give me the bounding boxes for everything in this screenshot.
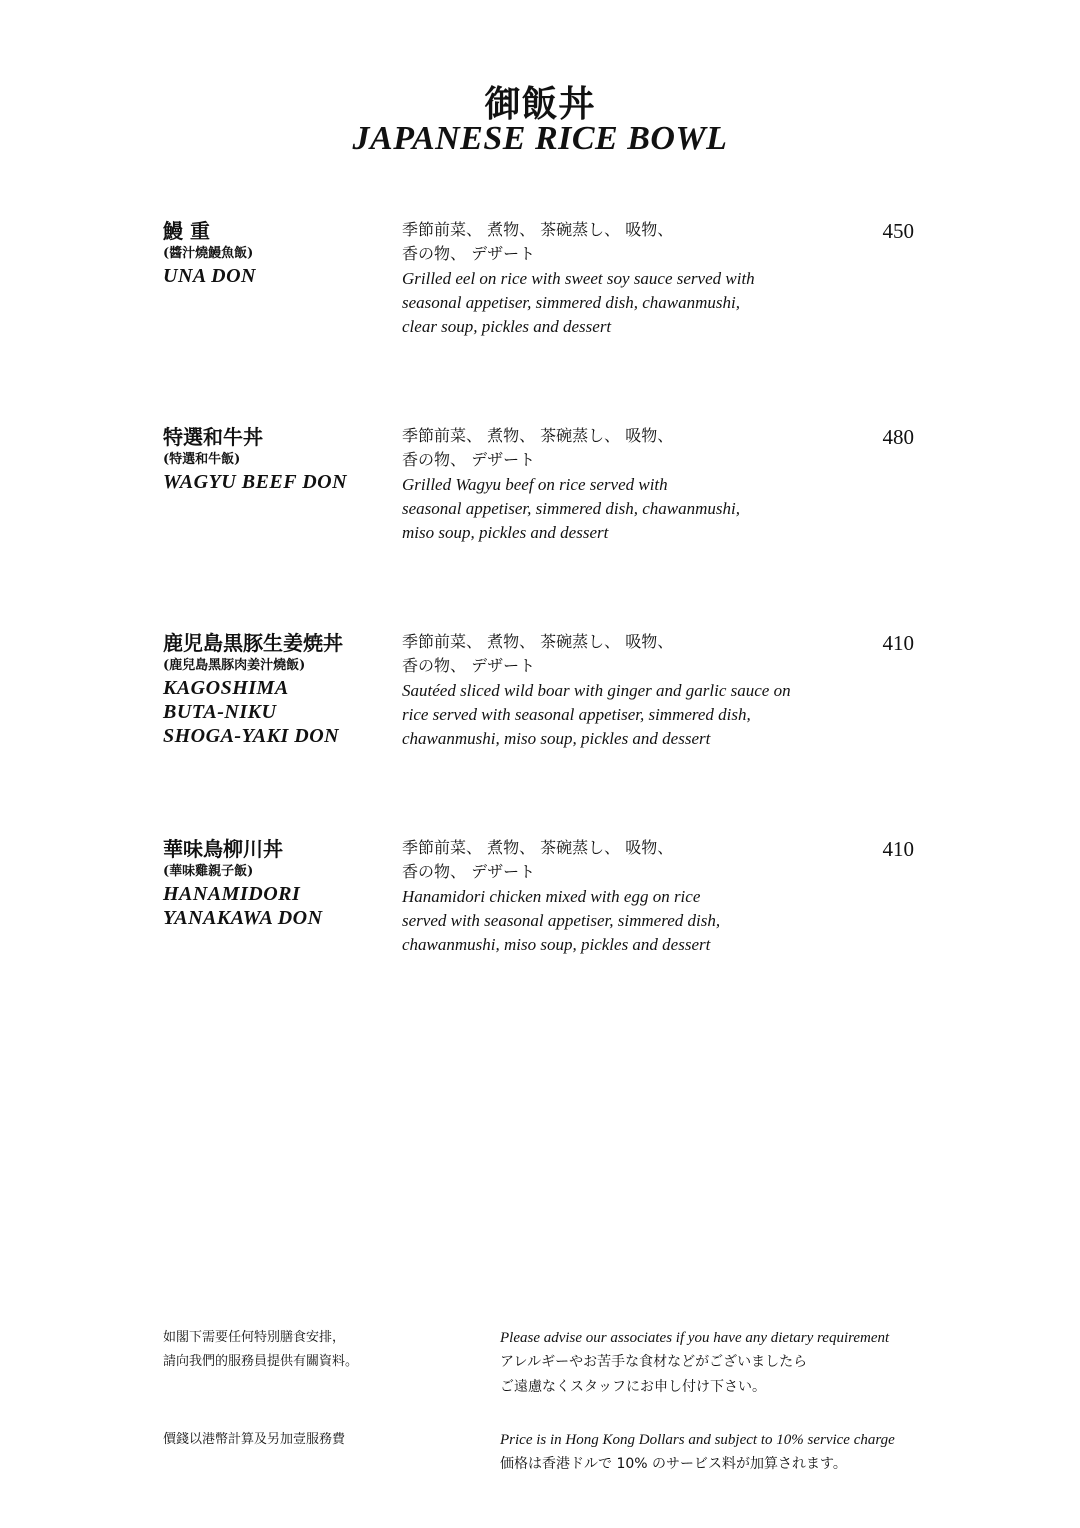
desc-line: Hanamidori chicken mixed with egg on rice [402,887,701,906]
dish-price: 410 [882,837,914,861]
dish-name-en-line: UNA DON [163,265,256,287]
desc-line: Grilled Wagyu beef on rice served with [402,475,668,494]
dish-description-block [402,424,842,545]
dish-name-en-line: WAGYU BEEF DON [163,471,348,493]
dish-description-block [402,836,842,957]
dish-name-block [163,836,393,930]
dish-jp-line: 香の物、 デザート [402,450,536,469]
dish-jp-line: 季節前菜、 煮物、 茶碗蒸し、 吸物、 [402,426,674,445]
dish-name-cn-sub: (醬汁燒鰻魚飯) [163,246,254,261]
dish-name-en [163,676,393,748]
price-note-jp: 価格は香港ドルで 10% のサービス料が加算されます。 [500,1456,847,1472]
dish-jp-line: 香の物、 デザート [402,244,536,263]
desc-line: chawanmushi, miso soup, pickles and dessert [402,935,711,954]
dietary-note-cn [163,1326,463,1374]
dietary-note [500,1326,940,1400]
price-note-en: Price is in Hong Kong Dollars and subject to 10% service charge [500,1432,895,1448]
dish-jp-line: 季節前菜、 煮物、 茶碗蒸し、 吸物、 [402,632,674,651]
dish-name-en [163,264,393,288]
desc-line: served with seasonal appetiser, simmered dish, [402,911,721,930]
dish-name-cn-sub: (華味雞親子飯) [163,864,254,879]
dietary-note-cn-line: 如閣下需要任何特別膳食安排， [163,1330,346,1345]
dish-name-en [163,470,393,494]
dish-name-block [163,218,393,288]
dish-description-block [402,630,842,751]
desc-line: chawanmushi, miso soup, pickles and dessert [402,729,711,748]
dietary-note-cn-line: 請向我們的服務員提供有關資料。 [163,1354,359,1369]
dish-jp-line: 香の物、 デザート [402,862,536,881]
dish-name-en-line: YANAKAWA DON [163,907,323,929]
price-note-cn-line: 價錢以港幣計算及另加壹服務費 [163,1432,346,1447]
page-title-cn: 御飯丼 [484,83,596,125]
dish-description-en [402,473,842,545]
price-note [500,1428,940,1477]
dish-name-en-line: BUTA-NIKU [163,701,277,723]
dish-price: 410 [882,631,914,655]
desc-line: Sautéed sliced wild boar with ginger and garlic sauce on [402,681,791,700]
dish-description-en [402,885,842,957]
dietary-note-jp-line: アレルギーやお苦手な食材などがございましたら [500,1354,808,1370]
dish-description-en [402,267,842,339]
dish-jp-line: 季節前菜、 煮物、 茶碗蒸し、 吸物、 [402,220,674,239]
dish-name-cn: 鹿児島黒豚生姜焼丼 [163,631,343,655]
dietary-note-en: Please advise our associates if you have any dietary requirement [500,1330,890,1346]
page-title-en: JAPANESE RICE BOWL [352,120,728,157]
dish-name-cn-sub: (特選和牛飯) [163,452,241,467]
dish-name-block [163,630,393,748]
dietary-note-jp-line: ご遠慮なくスタッフにお申し付け下さい。 [500,1379,766,1395]
desc-line: clear soup, pickles and dessert [402,317,612,336]
dish-price: 450 [882,219,914,243]
dish-name-en-line: KAGOSHIMA [163,677,289,699]
dish-name-cn: 特選和牛丼 [163,425,263,449]
dish-name-cn: 華味鳥柳川丼 [163,837,283,861]
dish-description-block [402,218,842,339]
dish-jp-line: 香の物、 デザート [402,656,536,675]
price-note-cn [163,1428,463,1452]
dish-name-cn-sub: (鹿兒島黑豚肉姜汁燒飯) [163,658,306,673]
desc-line: rice served with seasonal appetiser, simmered dish, [402,705,751,724]
desc-line: miso soup, pickles and dessert [402,523,609,542]
desc-line: seasonal appetiser, simmered dish, chawanmushi, [402,293,740,312]
dish-description-en [402,679,842,751]
dish-name-en-line: SHOGA-YAKI DON [163,725,340,747]
dish-name-block [163,424,393,494]
dish-name-cn: 鰻 重 [163,219,210,243]
desc-line: seasonal appetiser, simmered dish, chawanmushi, [402,499,740,518]
dish-price: 480 [882,425,914,449]
dish-name-en [163,882,393,930]
dish-jp-line: 季節前菜、 煮物、 茶碗蒸し、 吸物、 [402,838,674,857]
desc-line: Grilled eel on rice with sweet soy sauce served with [402,269,755,288]
dish-name-en-line: HANAMIDORI [163,883,301,905]
